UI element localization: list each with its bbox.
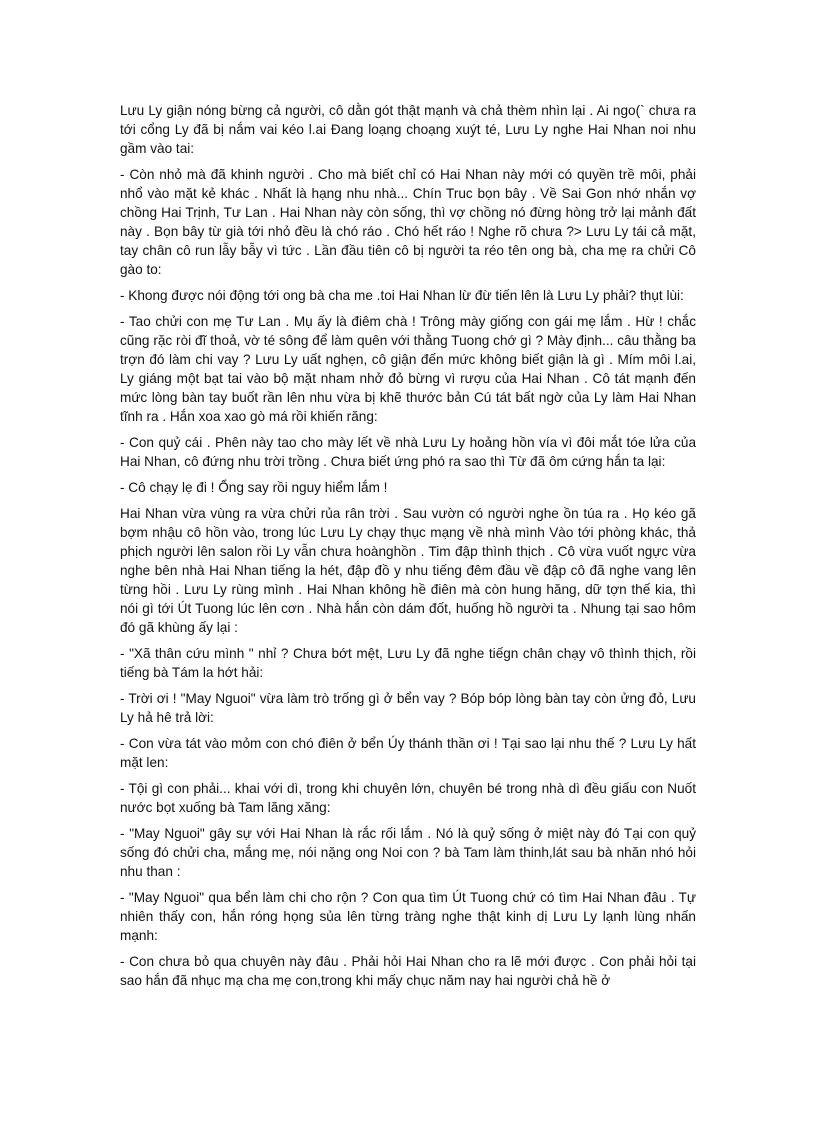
paragraph: - Con quỷ cái . Phên này tao cho mày lết về nhà Lưu Ly hoảng hồn vía vì đôi mắt tóe lửa của Hai Nhan, cô đứng nhu trời trồng . Chưa biết ứng phó ra sao thì Từ đã ôm cứng hắn ta lại: bbox=[120, 435, 696, 469]
paragraph: - Khong được nói động tới ong bà cha me .toi Hai Nhan lừ đừ tiến lên là Lưu Ly phải? thụt lùi: bbox=[120, 288, 684, 303]
paragraph: - Cô chạy lẹ đi ! Ổng say rồi nguy hiểm lắm ! bbox=[120, 480, 388, 495]
paragraph: - "Xã thân cứu mình " nhỉ ? Chưa bớt mệt, Lưu Ly đã nghe tiếgn chân chạy vô thình thịch, rồi tiếng bà Tám la hớt hải: bbox=[120, 646, 696, 680]
document-body bbox=[120, 101, 696, 997]
paragraph: - Tao chửi con mẹ Tư Lan . Mụ ấy là điêm chà ! Trông mày giống con gái mẹ lắm . Hừ ! chắc cũng rặc ròi đĩ thoả, vờ té sông để làm quên với thằng Tuong chớ gì ? Mày định... câu thằng ba trợn đó làm chi vay ? Lưu Ly uất nghẹn, cô giận đến mức không biết giận là gì . Mím môi l.ai, Ly giáng một bạt tai vào bộ mặt nham nhở đỏ bừng vì rượu của Hai Nhan . Cô tát mạnh đến mức lòng bàn tay buốt rần lên nhu vừa bị khẽ thước bản Cú tát bất ngờ của Ly làm Hai Nhan tĩnh ra . Hắn xoa xao gò má rồi khiến răng: bbox=[120, 314, 696, 424]
paragraph: - "May Nguoi" gây sự với Hai Nhan là rắc rối lắm . Nó là quỷ sống ở miệt này đó Tại con quỷ sống đó chửi cha, mắng mẹ, nói nặng ong Noi con ? bà Tam làm thinh,lát sau bà nhăn nhó hỏi nhu than : bbox=[120, 826, 696, 879]
paragraph: - Tội gì con phải... khai với dì, trong khi chuyên lớn, chuyên bé trong nhà dì đều giấu con Nuốt nước bọt xuống bà Tam lăng xăng: bbox=[120, 781, 696, 815]
paragraph: - Con chưa bỏ qua chuyên này đâu . Phải hỏi Hai Nhan cho ra lẽ mới được . Con phải hỏi tại sao hắn đã nhục mạ cha mẹ con,trong khi mấy chục năm nay hai người chả hề ở bbox=[120, 954, 696, 988]
paragraph: Lưu Ly giận nóng bừng cả người, cô dằn gót thật mạnh và chả thèm nhìn lại . Ai ngo(` chưa ra tới cổng Ly đã bị nắm vai kéo l.ai Đang loạng choạng xuýt té, Lưu Ly nghe Hai Nhan noi nhu gầm vào tai: bbox=[120, 103, 696, 156]
paragraph: Hai Nhan vừa vùng ra vừa chửi rủa rân trời . Sau vườn có người nghe ồn túa ra . Họ kéo gã bợm nhậu cô hồn vào, trong lúc Lưu Ly chạy thục mạng về nhà mình Vào tới phòng khác, thả phịch người lên salon rồi Ly vẫn chưa hoànghồn . Tim đập thình thịch . Cô vừa vuốt ngực vừa nghe bên nhà Hai Nhan tiếng la hét, đập đồ y nhu tiếng đêm đầu về đập cô đã nghe vang lên từng hồi . Lưu Ly rùng mình . Hai Nhan không hề điên mà còn hung hăng, dữ tợn thế kia, thì nói gì tới Út Tuong lúc lên cơn . Nhà hắn còn dám đốt, huống hồ người ta . Nhung tại sao hôm đó gã khùng ấy lại : bbox=[120, 506, 696, 635]
paragraph: - Con vừa tát vào mỏm con chó điên ở bển Úy thánh thần ơi ! Tại sao lại nhu thế ? Lưu Ly hất mặt len: bbox=[120, 736, 696, 770]
paragraph: - "May Nguoi" qua bển làm chi cho rộn ? Con qua tìm Út Tuong chứ có tìm Hai Nhan đâu . Tự nhiên thấy con, hắn róng họng sủa lên từng tràng nghe thật kinh dị Lưu Ly lạnh lùng nhấn mạnh: bbox=[120, 890, 696, 943]
paragraph: - Trời ơi ! "May Nguoi" vừa làm trò trống gì ở bển vay ? Bóp bóp lòng bàn tay còn ửng đỏ, Lưu Ly hả hê trả lời: bbox=[120, 691, 696, 725]
paragraph: - Còn nhỏ mà đã khinh người . Cho mà biết chỉ có Hai Nhan này mới có quyền trề môi, phải nhổ vào mặt kẻ khác . Nhất là hạng nhu nhà... Chín Truc bọn bây . Về Sai Gon nhớ nhắn vợ chồng Hai Trịnh, Tư Lan . Hai Nhan này còn sống, thì vợ chồng nó đừng hòng trở lại mảnh đất này . Bọn bây từ già tới nhỏ đều là chó ráo . Chó hết ráo ! Nghe rõ chưa ?> Lưu Ly tái cả mặt, tay chân cô run lẫy bẫy vì tức . Lần đầu tiên cô bị người ta réo tên ong bà, cha mẹ ra chửi Cô gào to: bbox=[120, 167, 696, 277]
